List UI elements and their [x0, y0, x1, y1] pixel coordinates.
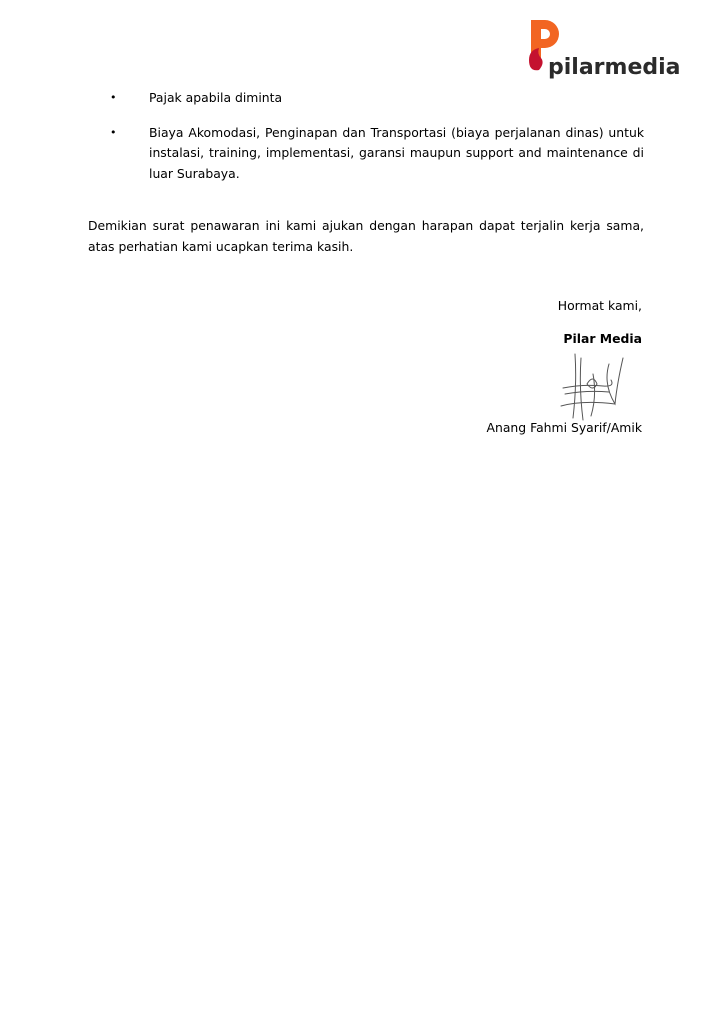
- bullet-icon: •: [110, 125, 117, 139]
- list-item: [88, 123, 644, 185]
- list-item: [88, 88, 644, 109]
- signature-block: [558, 296, 642, 349]
- cost-bullet-list: [88, 88, 644, 198]
- company-name: Pilar Media: [563, 330, 642, 346]
- signer-name: Anang Fahmi Syarif/Amik: [486, 420, 642, 435]
- regards-text: Hormat kami,: [557, 298, 642, 313]
- handwritten-signature: [553, 344, 633, 424]
- closing-paragraph: Demikian surat penawaran ini kami ajukan dengan harapan dapat terjalin kerja sama, atas perhatian kami ucapkan terima kasih.: [88, 218, 644, 254]
- bullet-icon: •: [110, 91, 117, 104]
- list-item-text: Pajak apabila diminta: [149, 90, 283, 105]
- list-item-text: Biaya Akomodasi, Penginapan dan Transportasi (biaya perjalanan dinas) untuk instalasi, training, implementasi, garansi maupun support and maintenance di luar Surabaya.: [149, 124, 644, 181]
- company-logo: [515, 14, 681, 80]
- logo-wordmark: pilarmedia: [548, 55, 681, 80]
